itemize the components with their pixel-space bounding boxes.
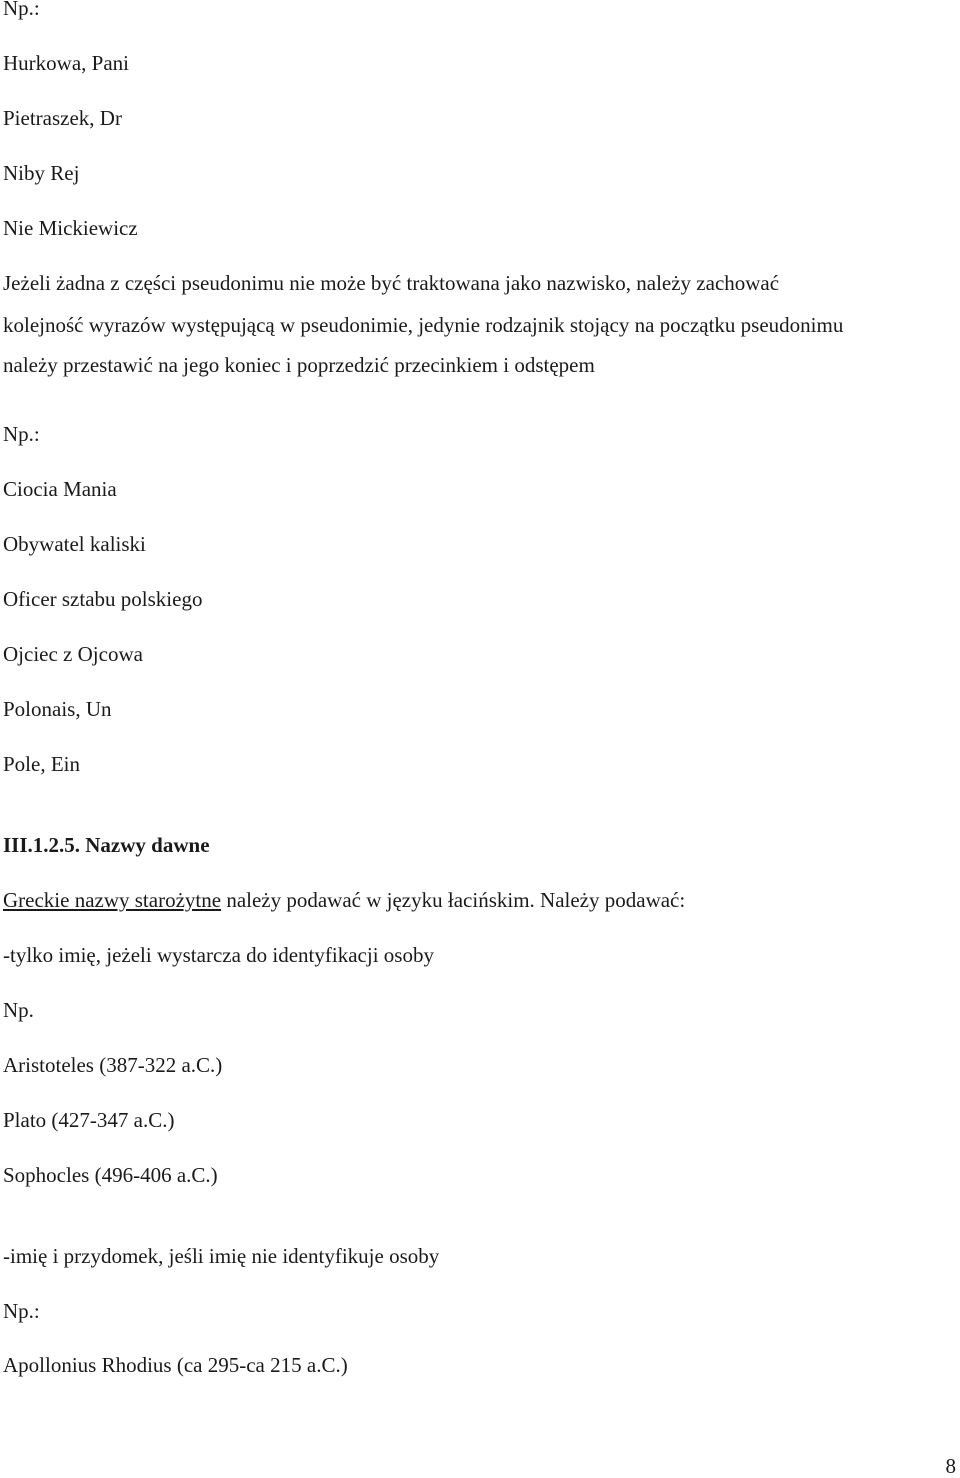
example-item: Nie Mickiewicz (3, 216, 138, 240)
example-label: Np.: (3, 422, 40, 446)
example-label: Np. (3, 998, 34, 1022)
example-item: Pole, Ein (3, 752, 80, 776)
example-item: Oficer sztabu polskiego (3, 587, 203, 611)
rule-text: -imię i przydomek, jeśli imię nie identyfikuje osoby (3, 1244, 440, 1268)
underlined-term: Greckie nazwy starożytne (3, 888, 222, 912)
page-number: 8 (945, 1454, 956, 1478)
example-item: Obywatel kaliski (3, 532, 146, 556)
section-intro (3, 887, 685, 913)
paragraph-line: Jeżeli żadna z części pseudonimu nie może być traktowana jako nazwisko, należy zachować (3, 271, 780, 295)
example-item: Ciocia Mania (3, 477, 117, 501)
example-item: Aristoteles (387-322 a.C.) (3, 1053, 223, 1077)
example-item: Apollonius Rhodius (ca 295-ca 215 a.C.) (3, 1353, 348, 1377)
example-item: Niby Rej (3, 161, 80, 185)
example-item: Ojciec z Ojcowa (3, 642, 143, 666)
paragraph-line: należy przestawić na jego koniec i poprzedzić przecinkiem i odstępem (3, 353, 595, 377)
intro-text: należy podawać w języku łacińskim. Należy podawać: (221, 888, 686, 912)
example-item: Pietraszek, Dr (3, 106, 122, 130)
section-heading: III.1.2.5. Nazwy dawne (3, 833, 210, 857)
paragraph-line: kolejność wyrazów występującą w pseudonimie, jedynie rodzajnik stojący na początku pseudonimu (3, 313, 844, 337)
rule-text: -tylko imię, jeżeli wystarcza do identyfikacji osoby (3, 943, 434, 967)
example-label: Np.: (3, 0, 40, 20)
example-item: Hurkowa, Pani (3, 51, 129, 75)
example-item: Plato (427-347 a.C.) (3, 1108, 175, 1132)
example-label: Np.: (3, 1299, 40, 1323)
example-item: Polonais, Un (3, 697, 112, 721)
example-item: Sophocles (496-406 a.C.) (3, 1163, 218, 1187)
